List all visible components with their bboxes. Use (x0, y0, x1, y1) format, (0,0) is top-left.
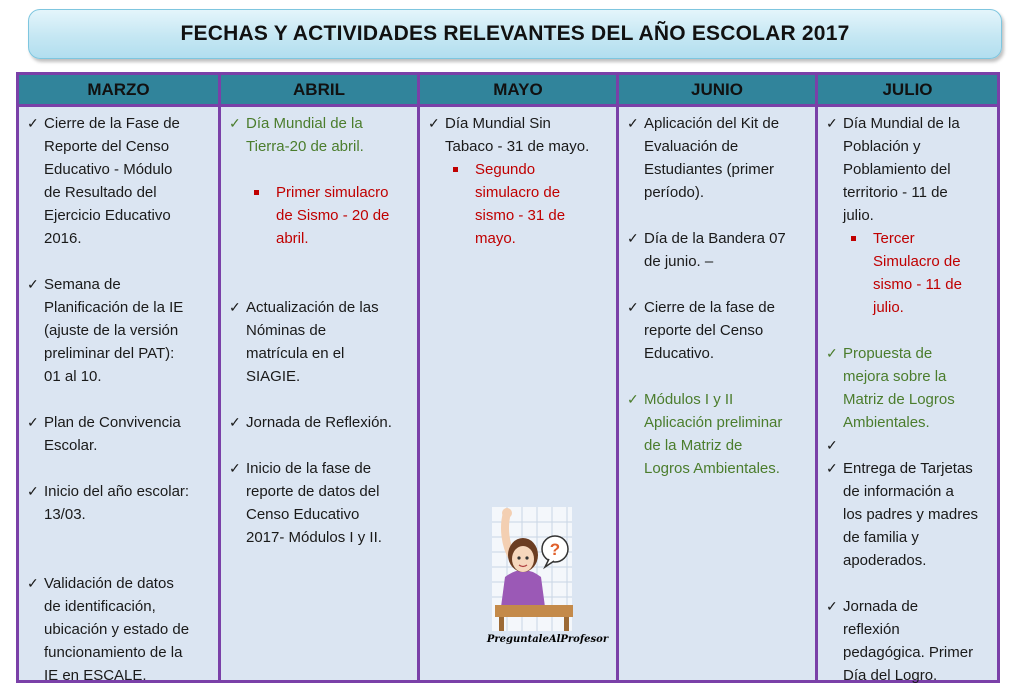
checklist-item (625, 227, 809, 273)
item-text-line: Día Mundial Sin (445, 115, 551, 132)
item-text-line: Día de la Bandera 07 (644, 230, 786, 247)
item-text-line: julio. (873, 299, 904, 316)
item-text-line: mayo. (475, 230, 516, 247)
item-text-line: Propuesta de (843, 345, 933, 362)
check-mark-icon: ✓ (27, 276, 39, 292)
column-marzo (19, 75, 218, 684)
check-mark-icon: ✓ (27, 575, 39, 591)
item-text-line: reporte del Censo (644, 322, 764, 339)
item-text-line: Día Mundial de la (843, 115, 960, 132)
item-text-line: reflexión (843, 621, 900, 638)
check-mark-icon: ✓ (229, 414, 241, 430)
check-mark-icon: ✓ (229, 299, 241, 315)
item-text-line: 2016. (44, 230, 82, 247)
item-text-line: Poblamiento del (843, 161, 951, 178)
item-text-line: mejora sobre la (843, 368, 947, 385)
item-text-line: matrícula en el (246, 345, 345, 362)
column-junio (616, 75, 815, 680)
item-text-line: Censo Educativo (246, 506, 360, 523)
spacer (227, 434, 411, 457)
column-body (221, 107, 417, 549)
column-body (619, 107, 815, 480)
checklist-item (227, 112, 411, 158)
column-header: MARZO (19, 75, 218, 107)
item-text-line: de familia y (843, 529, 919, 546)
square-bullet-icon (453, 167, 458, 172)
item-text-line: Educativo. (644, 345, 715, 362)
item-text-line: abril. (276, 230, 309, 247)
check-mark-icon: ✓ (627, 299, 639, 315)
item-text-line: los padres y madres (843, 506, 979, 523)
item-text-line: Aplicación del Kit de (644, 115, 780, 132)
checklist-item (824, 342, 991, 434)
item-text-line: preliminar del PAT): (44, 345, 175, 362)
check-mark-icon: ✓ (826, 460, 838, 476)
bullet-sub-item (445, 158, 610, 250)
column-header: JULIO (818, 75, 997, 107)
item-text-line: Semana de (44, 276, 121, 293)
check-mark-icon: ✓ (229, 115, 241, 131)
calendar-table (16, 72, 1000, 683)
column-header: MAYO (420, 75, 616, 107)
bullet-sub-item (246, 181, 411, 250)
column-body (19, 107, 218, 687)
checklist-item (227, 411, 411, 434)
checklist-item (25, 572, 212, 687)
item-text-line: Evaluación de (644, 138, 739, 155)
item-text-line: Actualización de las (246, 299, 379, 316)
bullet-sub-item (843, 227, 991, 319)
item-text-line: Día del Logro. (843, 667, 938, 684)
item-text-line: pedagógica. Primer (843, 644, 974, 661)
check-mark-icon: ✓ (826, 115, 838, 131)
check-mark-icon: ✓ (627, 391, 639, 407)
item-text-line: Simulacro de (873, 253, 961, 270)
svg-text:?: ? (549, 540, 561, 559)
check-mark-icon: ✓ (229, 460, 241, 476)
check-mark-icon: ✓ (27, 115, 39, 131)
spacer (25, 250, 212, 273)
item-text-line: Plan de Convivencia (44, 414, 181, 431)
teacher-illustration (475, 507, 620, 633)
checklist-item (25, 112, 212, 250)
checklist-item (25, 273, 212, 388)
logo-caption: PreguntaleAlProfesor (486, 634, 609, 645)
spacer (227, 158, 411, 181)
item-text-line: Ejercicio Educativo (44, 207, 171, 224)
item-text-line: simulacro de (475, 184, 561, 201)
checklist-item (25, 480, 212, 526)
column-body (818, 107, 997, 687)
item-text-line: Primer simulacro (276, 184, 389, 201)
check-mark-icon: ✓ (627, 115, 639, 131)
item-text-line: apoderados. (843, 552, 927, 569)
spacer (824, 572, 991, 595)
item-text-line: territorio - 11 de (843, 184, 948, 201)
item-text-line: 2017- Módulos I y II. (246, 529, 382, 546)
item-text-line: de junio. – (644, 253, 714, 270)
column-header: JUNIO (619, 75, 815, 107)
item-text-line: Ambientales. (843, 414, 930, 431)
item-text-line: 01 al 10. (44, 368, 102, 385)
spacer (227, 273, 411, 296)
item-text-line: Entrega de Tarjetas (843, 460, 973, 477)
column-header: ABRIL (221, 75, 417, 107)
item-text-line: Aplicación preliminar (644, 414, 783, 431)
spacer (625, 204, 809, 227)
item-text-line: ubicación y estado de (44, 621, 190, 638)
checklist-item (625, 296, 809, 365)
item-text-line: (ajuste de la versión (44, 322, 179, 339)
checklist-item (625, 388, 809, 480)
item-text-line: Tercer (873, 230, 915, 247)
item-text-line: IE en ESCALE. (44, 667, 147, 684)
item-text-line: sismo - 31 de (475, 207, 566, 224)
checklist-item (824, 595, 991, 687)
item-text-line: Segundo (475, 161, 536, 178)
square-bullet-icon (851, 236, 856, 241)
check-mark-icon: ✓ (27, 414, 39, 430)
check-mark-icon: ✓ (826, 345, 838, 361)
item-text-line: de Resultado del (44, 184, 157, 201)
item-text-line: de Sismo - 20 de (276, 207, 390, 224)
spacer (625, 365, 809, 388)
item-text-line: Cierre de la Fase de (44, 115, 180, 132)
checklist-item (625, 112, 809, 204)
item-text-line: Jornada de Reflexión. (246, 414, 392, 431)
check-mark-icon: ✓ (27, 483, 39, 499)
spacer (625, 273, 809, 296)
checklist-item (227, 296, 411, 388)
item-text-line: Logros Ambientales. (644, 460, 780, 477)
item-text-line: Inicio de la fase de (246, 460, 372, 477)
item-text-line: Nóminas de (246, 322, 327, 339)
column-mayo (417, 75, 616, 680)
checklist-item (25, 411, 212, 457)
square-bullet-icon (254, 190, 259, 195)
item-text-line (843, 434, 991, 457)
spacer (227, 388, 411, 411)
check-mark-icon: ✓ (826, 598, 838, 614)
item-text-line: Escolar. (44, 437, 98, 454)
item-text-line: Tabaco - 31 de mayo. (445, 138, 590, 155)
item-text-line: Inicio del año escolar: (44, 483, 190, 500)
item-text-line: 13/03. (44, 506, 86, 523)
spacer (25, 526, 212, 549)
checklist-item (426, 112, 610, 158)
preguntale-al-profesor-logo (475, 507, 620, 647)
spacer (25, 549, 212, 572)
item-text-line: funcionamiento de la (44, 644, 183, 661)
item-text-line: SIAGIE. (246, 368, 301, 385)
item-text-line: Población y (843, 138, 921, 155)
item-text-line: Validación de datos (44, 575, 174, 592)
item-text-line: sismo - 11 de (873, 276, 962, 293)
item-text-line: Tierra-20 de abril. (246, 138, 364, 155)
checklist-item (227, 457, 411, 549)
spacer (25, 457, 212, 480)
item-text-line: Módulos I y II (644, 391, 734, 408)
item-text-line: Matriz de Logros (843, 391, 955, 408)
check-mark-icon: ✓ (826, 437, 838, 453)
checklist-item (824, 112, 991, 227)
item-text-line: de información a (843, 483, 954, 500)
item-text-line: de la Matriz de (644, 437, 743, 454)
item-text-line: julio. (843, 207, 874, 224)
column-julio (815, 75, 997, 684)
item-text-line: Estudiantes (primer (644, 161, 775, 178)
column-body (420, 107, 616, 250)
checklist-item (824, 434, 991, 457)
spacer (25, 388, 212, 411)
item-text-line: Planificación de la IE (44, 299, 184, 316)
check-mark-icon: ✓ (428, 115, 440, 131)
title-banner (28, 9, 1002, 59)
spacer (824, 319, 991, 342)
item-text-line: reporte de datos del (246, 483, 380, 500)
column-abril (218, 75, 417, 680)
item-text-line: de identificación, (44, 598, 156, 615)
item-text-line: Jornada de (843, 598, 919, 615)
spacer (227, 250, 411, 273)
page-title: FECHAS Y ACTIVIDADES RELEVANTES DEL AÑO ESCOLAR 2017 (180, 22, 850, 45)
item-text-line: Día Mundial de la (246, 115, 363, 132)
item-text-line: período). (644, 184, 705, 201)
item-text-line: Cierre de la fase de (644, 299, 775, 316)
checklist-item (824, 457, 991, 572)
check-mark-icon: ✓ (627, 230, 639, 246)
item-text-line: Educativo - Módulo (44, 161, 173, 178)
item-text-line: Reporte del Censo (44, 138, 170, 155)
